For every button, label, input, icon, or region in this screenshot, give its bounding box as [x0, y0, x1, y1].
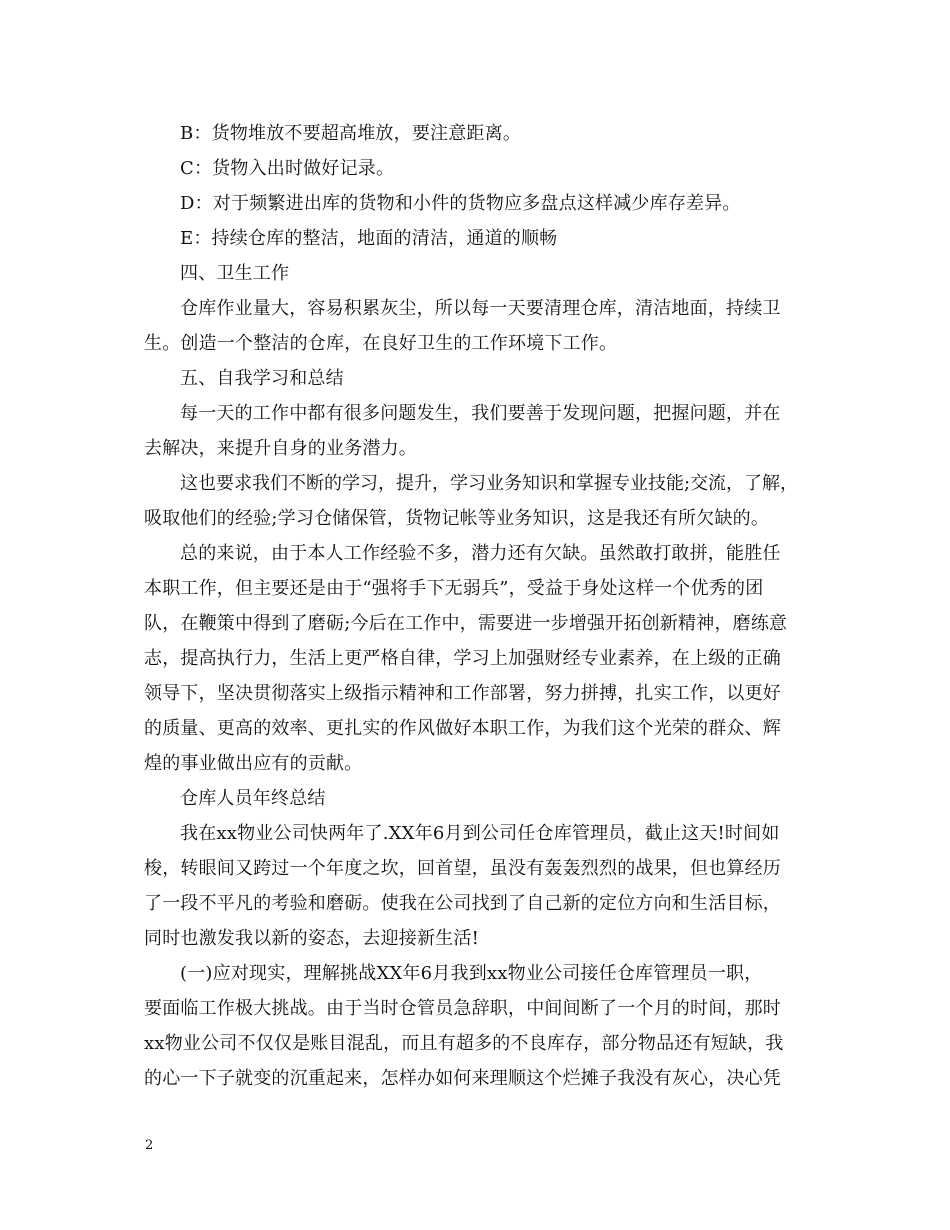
- text-line: 队，在鞭策中得到了磨砺;今后在工作中，需要进一步增强开拓创新精神，磨练意: [144, 613, 788, 634]
- section-heading: 四、卫生工作: [180, 263, 290, 284]
- section-heading: 仓库人员年终总结: [180, 788, 326, 809]
- text-line: 总的来说，由于本人工作经验不多，潜力还有欠缺。虽然敢打敢拼，能胜任: [180, 543, 781, 564]
- text-line: 梭，转眼间又跨过一个年度之坎，回首望，虽没有轰轰烈烈的战果，但也算经历: [144, 858, 781, 879]
- text-line: 要面临工作极大挑战。由于当时仓管员急辞职，中间间断了一个月的时间，那时: [144, 998, 781, 1019]
- text-line: 领导下，坚决贯彻落实上级指示精神和工作部署，努力拼搏，扎实工作，以更好: [144, 683, 781, 704]
- text-line: (一)应对现实，理解挑战XX年6月我到xx物业公司接任仓库管理员一职，: [180, 963, 763, 984]
- text-line: B：货物堆放不要超高堆放，要注意距离。: [180, 123, 522, 144]
- text-line: 了一段不平凡的考验和磨砺。使我在公司找到了自己新的定位方向和生活目标，: [144, 893, 781, 914]
- text-line: 煌的事业做出应有的贡献。: [144, 753, 363, 774]
- text-line: xx物业公司不仅仅是账目混乱，而且有超多的不良库存，部分物品还有短缺，我: [144, 1033, 784, 1054]
- text-line: 去解决，来提升自身的业务潜力。: [144, 438, 417, 459]
- text-line: 这也要求我们不断的学习，提升，学习业务知识和掌握专业技能;交流，了解，: [180, 473, 799, 494]
- page-number: 2: [145, 1138, 154, 1153]
- text-line: 同时也激发我以新的姿态，去迎接新生活!: [144, 928, 480, 949]
- text-line: 的质量、更高的效率、更扎实的作风做好本职工作，为我们这个光荣的群众、辉: [144, 718, 781, 739]
- text-line: 本职工作，但主要还是由于“强将手下无弱兵”，受益于身处这样一个优秀的团: [144, 578, 764, 599]
- text-line: E：持续仓库的整洁，地面的清洁，通道的顺畅: [180, 228, 558, 249]
- text-line: 生。创造一个整洁的仓库，在良好卫生的工作环境下工作。: [144, 333, 618, 354]
- text-line: 仓库作业量大，容易积累灰尘，所以每一天要清理仓库，清洁地面，持续卫: [180, 298, 781, 319]
- text-line: D：对于频繁进出库的货物和小件的货物应多盘点这样减少库存差异。: [180, 193, 741, 214]
- section-heading: 五、自我学习和总结: [180, 368, 344, 389]
- text-line: 志，提高执行力，生活上更严格自律，学习上加强财经专业素养，在上级的正确: [144, 648, 781, 669]
- text-line: 我在xx物业公司快两年了.XX年6月到公司任仓库管理员，截止这天!时间如: [180, 823, 780, 844]
- text-line: 每一天的工作中都有很多问题发生，我们要善于发现问题，把握问题，并在: [180, 403, 781, 424]
- text-line: C：货物入出时做好记录。: [180, 158, 395, 179]
- text-line: 的心一下子就变的沉重起来，怎样办如何来理顺这个烂摊子我没有灰心，决心凭: [144, 1068, 781, 1089]
- text-line: 吸取他们的经验;学习仓储保管，货物记帐等业务知识，这是我还有所欠缺的。: [144, 508, 770, 529]
